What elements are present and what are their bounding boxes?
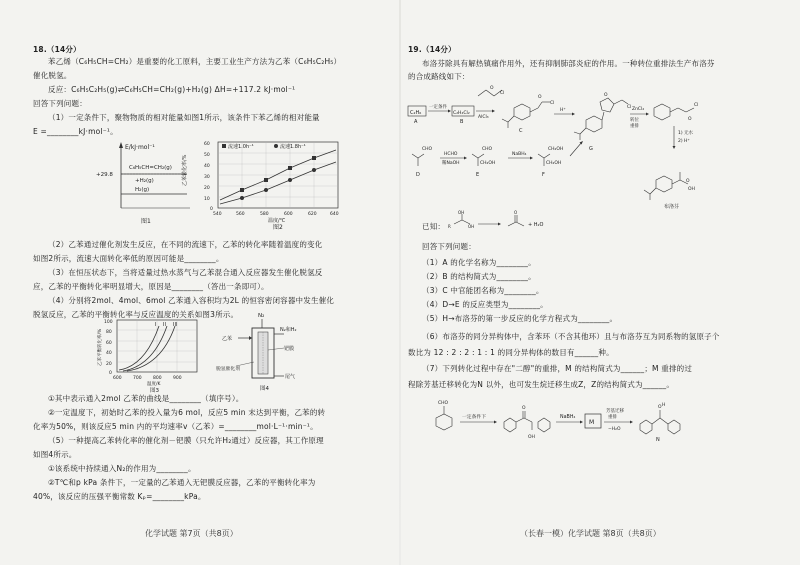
footer-right: （长春一模）化学试题 第8页（共8页） <box>520 529 661 538</box>
svg-text:900: 900 <box>173 376 182 381</box>
synthesis-scheme <box>404 84 704 212</box>
q18-part3: （3）在恒压状态下，当将适量过热水蒸气与乙苯混合通入反应器发生催化脱氢反 <box>48 268 323 277</box>
svg-text:C₂H₆: C₂H₆ <box>410 110 422 116</box>
fig3-ylabel: 乙苯平衡转化率/% <box>98 328 103 366</box>
svg-text:2) H⁺: 2) H⁺ <box>678 139 690 144</box>
svg-text:N₂: N₂ <box>258 313 265 319</box>
svg-text:30: 30 <box>204 175 210 180</box>
svg-text:CHO: CHO <box>438 401 449 406</box>
known-label: 已知： <box>422 222 446 231</box>
q19-q5: （5）H→布洛芬的第一步反应的化学方程式为________。 <box>422 314 618 323</box>
page-right <box>400 0 800 565</box>
q18-part2-b: 如图2所示，流速大面转化率低的原因可能是________。 <box>33 254 224 263</box>
q18-part2: （2）乙苯通过催化剂发生反应，在不同的流速下，乙苯的转化率随着温度的变化 <box>48 240 323 249</box>
fig2-legend-1: 流速1.0h⁻¹ <box>228 144 254 150</box>
fig1-species-bot: H₂(g) <box>135 187 150 193</box>
svg-text:Cl: Cl <box>500 91 505 96</box>
svg-text:0: 0 <box>210 207 213 212</box>
q18-title: 18.（14分） <box>33 45 81 54</box>
figure-2-conversion <box>182 138 358 231</box>
q18-part3-b: 应，乙苯的平衡转化率明显增大，原因是________（答出一条即可）。 <box>33 282 269 291</box>
q19-title: 19.（14分） <box>408 45 456 54</box>
svg-text:60: 60 <box>204 142 210 147</box>
svg-text:640: 640 <box>330 212 339 217</box>
known-product: + H₂O <box>528 222 544 228</box>
svg-text:Cl: Cl <box>550 101 555 106</box>
svg-text:CHO: CHO <box>422 147 433 152</box>
svg-text:600: 600 <box>113 376 122 381</box>
svg-text:R: R <box>448 224 451 229</box>
svg-text:50: 50 <box>204 153 210 158</box>
svg-text:尾气: 尾气 <box>285 374 296 380</box>
q18-part4-b: 脱氢反应，乙苯的平衡转化率与反应温度的关系如图3所示。 <box>33 310 239 319</box>
svg-text:Cl: Cl <box>627 105 632 110</box>
fig2-legend-2: 流速1.8h⁻¹ <box>280 144 306 150</box>
q18-reaction: 反应：C₆H₅C₂H₅(g)⇌C₆H₅CH=CH₂(g)+H₂(g) ΔH=+117.2 kJ·mol⁻¹ <box>48 85 296 94</box>
q18-part4-2: ②一定温度下，初始时乙苯的投入量为6 mol，反应5 min 末达到平衡，乙苯的转 <box>48 408 326 417</box>
fig1-caption: 图1 <box>141 218 151 225</box>
fig2-ylabel: 乙苯转化率/% <box>182 154 188 186</box>
svg-text:CH₂OH: CH₂OH <box>546 161 562 166</box>
svg-text:CHO: CHO <box>482 147 493 152</box>
svg-text:NaBH₄: NaBH₄ <box>512 152 527 157</box>
q18-part5-2: ②T℃和p kPa 条件下，一定量的乙苯通入无钯膜反应器，乙苯的平衡转化率为 <box>48 478 316 487</box>
svg-text:II: II <box>163 322 166 328</box>
svg-text:800: 800 <box>153 376 162 381</box>
svg-text:C: C <box>519 128 523 134</box>
svg-text:20: 20 <box>204 186 210 191</box>
svg-text:40: 40 <box>106 351 112 356</box>
svg-text:O: O <box>490 86 494 91</box>
svg-text:B: B <box>460 119 464 125</box>
svg-text:OH: OH <box>688 187 695 192</box>
svg-text:0: 0 <box>109 371 112 376</box>
svg-text:A: A <box>414 119 418 125</box>
rearrangement-route <box>410 394 710 444</box>
svg-text:一定条件下: 一定条件下 <box>462 415 486 420</box>
figure-1-energy <box>95 138 195 226</box>
fig1-species-top: C₆H₅CH=CH₂(g) <box>129 165 172 171</box>
q19-q4: （4）D→E 的反应类型为________。 <box>422 300 548 309</box>
svg-text:100: 100 <box>104 320 113 325</box>
svg-text:OH: OH <box>468 224 475 229</box>
svg-text:O: O <box>688 117 692 122</box>
figure-3-equilibrium <box>95 316 205 392</box>
svg-text:1) 无水: 1) 无水 <box>678 131 694 136</box>
svg-text:G: G <box>589 146 593 152</box>
svg-text:C₂H₄Cl₂: C₂H₄Cl₂ <box>453 111 470 116</box>
q18-part4: （4）分别将2mol、4mol、6mol 乙苯通入容积均为2L 的恒容密闭容器中发生催化 <box>48 296 335 305</box>
svg-text:稀NaOH: 稀NaOH <box>442 161 460 166</box>
svg-text:钯膜: 钯膜 <box>284 346 295 352</box>
label-N: N <box>656 437 660 443</box>
svg-text:N₂和H₂: N₂和H₂ <box>280 327 297 333</box>
svg-text:脱氢催化剂: 脱氢催化剂 <box>216 367 240 372</box>
q18-part4-2b: 化率为50%，则该反应5 min 内的平均速率v（乙苯）=________mol·L⁻¹·min⁻¹。 <box>33 422 318 431</box>
q19-q2: （2）B 的结构简式为________。 <box>422 272 536 281</box>
svg-text:H⁺: H⁺ <box>560 108 566 113</box>
svg-text:AlCl₃: AlCl₃ <box>478 115 489 120</box>
q19-q3: （3）C 中官能团名称为________。 <box>422 286 544 295</box>
svg-text:NaBH₄: NaBH₄ <box>560 415 576 420</box>
q18-part5-b: 如图4所示。 <box>33 450 77 459</box>
q18-text-1: 苯乙烯（C₆H₅CH=CH₂）是重要的化工原料，主要工业生产方法为乙苯（C₆H₅C₂H₅） <box>48 57 342 66</box>
fig2-caption: 图2 <box>273 224 283 231</box>
q19-q6: （6）布洛芬的同分异构体中，含苯环（不含其他环）且与布洛芬互为同系物的氢原子个 <box>422 332 720 341</box>
q19-q7: （7）下列转化过程中存在"二醇"的重排，M 的结构简式为______；M 重排的过 <box>422 364 693 373</box>
svg-text:重排: 重排 <box>630 124 639 129</box>
svg-text:OH: OH <box>528 435 535 440</box>
known-reaction <box>448 210 568 238</box>
footer-left: 化学试题 第7页（共8页） <box>145 529 238 538</box>
q19-answer-intro: 回答下列问题： <box>422 242 476 251</box>
svg-text:10: 10 <box>204 197 210 202</box>
svg-text:Cl: Cl <box>694 103 699 108</box>
svg-text:D: D <box>416 172 420 178</box>
q19-q1: （1）A 的化学名称为________。 <box>422 258 536 267</box>
svg-text:重排: 重排 <box>608 415 617 420</box>
svg-text:O: O <box>514 210 518 215</box>
svg-text:OH: OH <box>458 210 465 215</box>
svg-text:80: 80 <box>106 330 112 335</box>
svg-text:O: O <box>604 93 608 98</box>
fig1-tick: +29.8 <box>96 172 113 178</box>
svg-text:III: III <box>173 322 178 328</box>
fig1-species-mid: +H₂(g) <box>135 178 154 184</box>
svg-text:40: 40 <box>204 164 210 169</box>
q18-part5-1: ①该系统中持续通入N₂的作用为________。 <box>48 464 196 473</box>
svg-text:CH₂OH: CH₂OH <box>548 147 564 152</box>
svg-text:60: 60 <box>106 341 112 346</box>
svg-text:540: 540 <box>213 212 222 217</box>
q19-q7-b: 程除芳基迁移转化为N 以外，也可发生烷迁移生成Z，Z的结构简式为______。 <box>408 380 675 389</box>
svg-text:E: E <box>476 172 480 178</box>
svg-text:−H₂O: −H₂O <box>608 427 621 432</box>
svg-text:HCHO: HCHO <box>444 152 458 157</box>
fig4-caption: 图4 <box>260 386 269 392</box>
q18-part5-2b: 40%，该反应的压强平衡常数 Kₚ=________kPa。 <box>33 492 206 501</box>
svg-text:560: 560 <box>236 212 245 217</box>
box-M: M <box>589 419 595 426</box>
svg-text:O: O <box>522 406 526 411</box>
q18-text-2: 催化脱氢。 <box>33 71 72 80</box>
svg-text:乙苯: 乙苯 <box>222 336 233 342</box>
svg-text:O: O <box>538 95 542 100</box>
q18-part5: （5）一种提高乙苯转化率的催化剂－钯膜（只允许H₂通过）反应器，其工作原理 <box>48 436 324 445</box>
svg-text:O: O <box>658 405 662 410</box>
fig2-xlabel: 温度/℃ <box>268 218 286 224</box>
svg-text:700: 700 <box>133 376 142 381</box>
fig3-caption: 图3 <box>150 388 159 394</box>
svg-text:F: F <box>542 172 545 178</box>
ibuprofen-label: 布洛芬 <box>664 204 680 210</box>
q18-part4-1: ①其中表示通入2mol 乙苯的曲线是________（填序号）。 <box>48 394 244 403</box>
svg-text:620: 620 <box>308 212 317 217</box>
svg-text:H: H <box>662 403 666 408</box>
svg-text:ZnCl₂: ZnCl₂ <box>632 107 645 112</box>
q19-intro-1: 布洛芬除具有解热镇痛作用外，还有抑制肺部炎症的作用。一种转位重排法生产布洛芬 <box>422 59 715 68</box>
fig3-xlabel: 温度/K <box>147 382 161 387</box>
q19-intro-2: 的合成路线如下： <box>408 72 470 81</box>
svg-text:20: 20 <box>106 362 112 367</box>
figure-4-reactor <box>218 310 318 394</box>
q18-part1-blank: E =________kJ·mol⁻¹。 <box>33 127 118 136</box>
fig1-ylabel: E/kJ·mol⁻¹ <box>125 144 155 151</box>
svg-text:转位: 转位 <box>630 118 639 123</box>
svg-text:600: 600 <box>284 212 293 217</box>
q18-answer-intro: 回答下列问题： <box>33 99 87 108</box>
svg-text:O: O <box>686 179 690 184</box>
q19-q6-b: 数比为 12 : 2 : 2 : 1 : 1 的同分异构体的数目有______种。 <box>408 348 614 357</box>
svg-text:芳基迁移: 芳基迁移 <box>606 409 624 414</box>
svg-text:一定条件: 一定条件 <box>429 105 447 110</box>
svg-text:CH₂OH: CH₂OH <box>480 161 496 166</box>
svg-text:580: 580 <box>260 212 269 217</box>
svg-text:I: I <box>155 322 157 328</box>
q18-part1: （1）一定条件下，聚物物质的相对能量如图1所示，该条件下苯乙烯的相对能量 <box>48 113 320 122</box>
